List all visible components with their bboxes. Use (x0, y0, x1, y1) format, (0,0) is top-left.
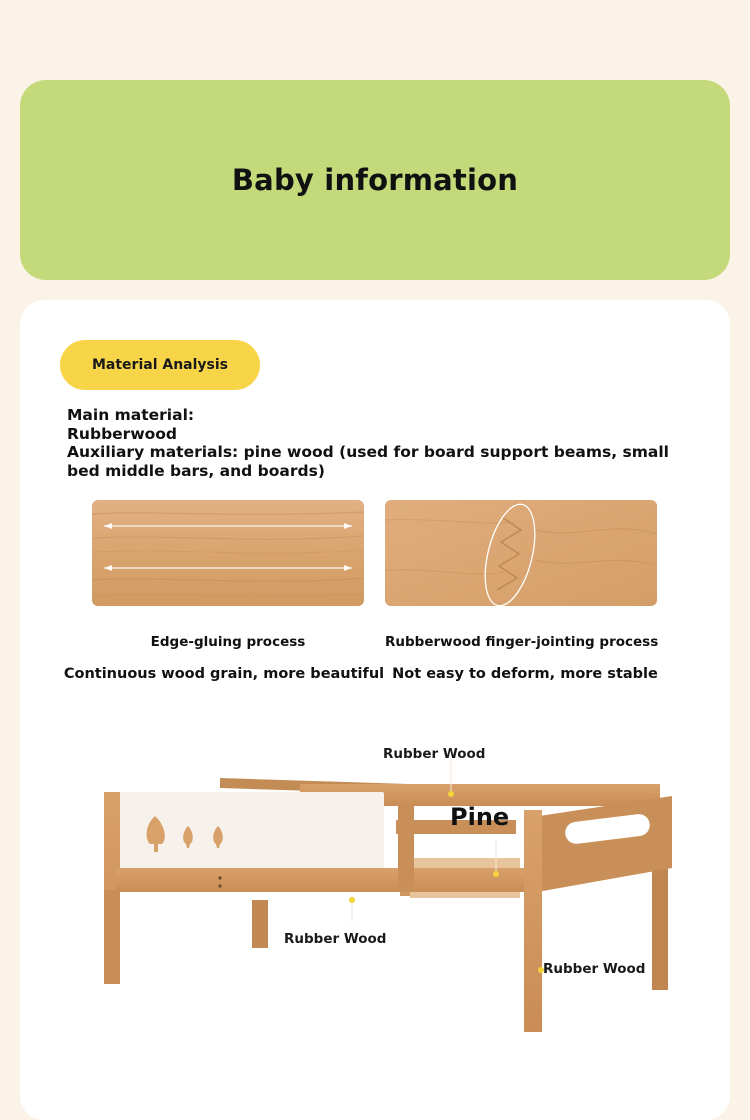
header-banner (20, 80, 730, 280)
process-benefit-edge-gluing: Continuous wood grain, more beautiful (63, 666, 385, 682)
bed-label-leg-rubber-wood: Rubber Wood (543, 961, 646, 977)
bed-label-pine: Pine (450, 803, 510, 831)
main-material-label: Main material: (67, 406, 195, 424)
bed-label-top-rubber-wood: Rubber Wood (383, 746, 486, 762)
toddler-bed-illustration (60, 740, 710, 1050)
process-title-edge-gluing: Edge-gluing process (150, 634, 306, 650)
content-card (20, 300, 730, 1120)
process-title-finger-jointing: Rubberwood finger-jointing process (385, 634, 659, 650)
bed-label-rail-rubber-wood: Rubber Wood (284, 931, 387, 947)
material-analysis-pill: Material Analysis (60, 340, 260, 390)
auxiliary-materials-text: Auxiliary materials: pine wood (used for board support beams, small bed middle bars, and boards) (67, 443, 669, 480)
finger-jointed-board-image (385, 500, 657, 606)
edge-glued-board-image (92, 500, 364, 606)
process-benefit-finger-jointing: Not easy to deform, more stable (392, 666, 658, 682)
material-description (67, 406, 687, 480)
main-material-value: Rubberwood (67, 424, 178, 443)
page-title: Baby information (231, 163, 519, 197)
